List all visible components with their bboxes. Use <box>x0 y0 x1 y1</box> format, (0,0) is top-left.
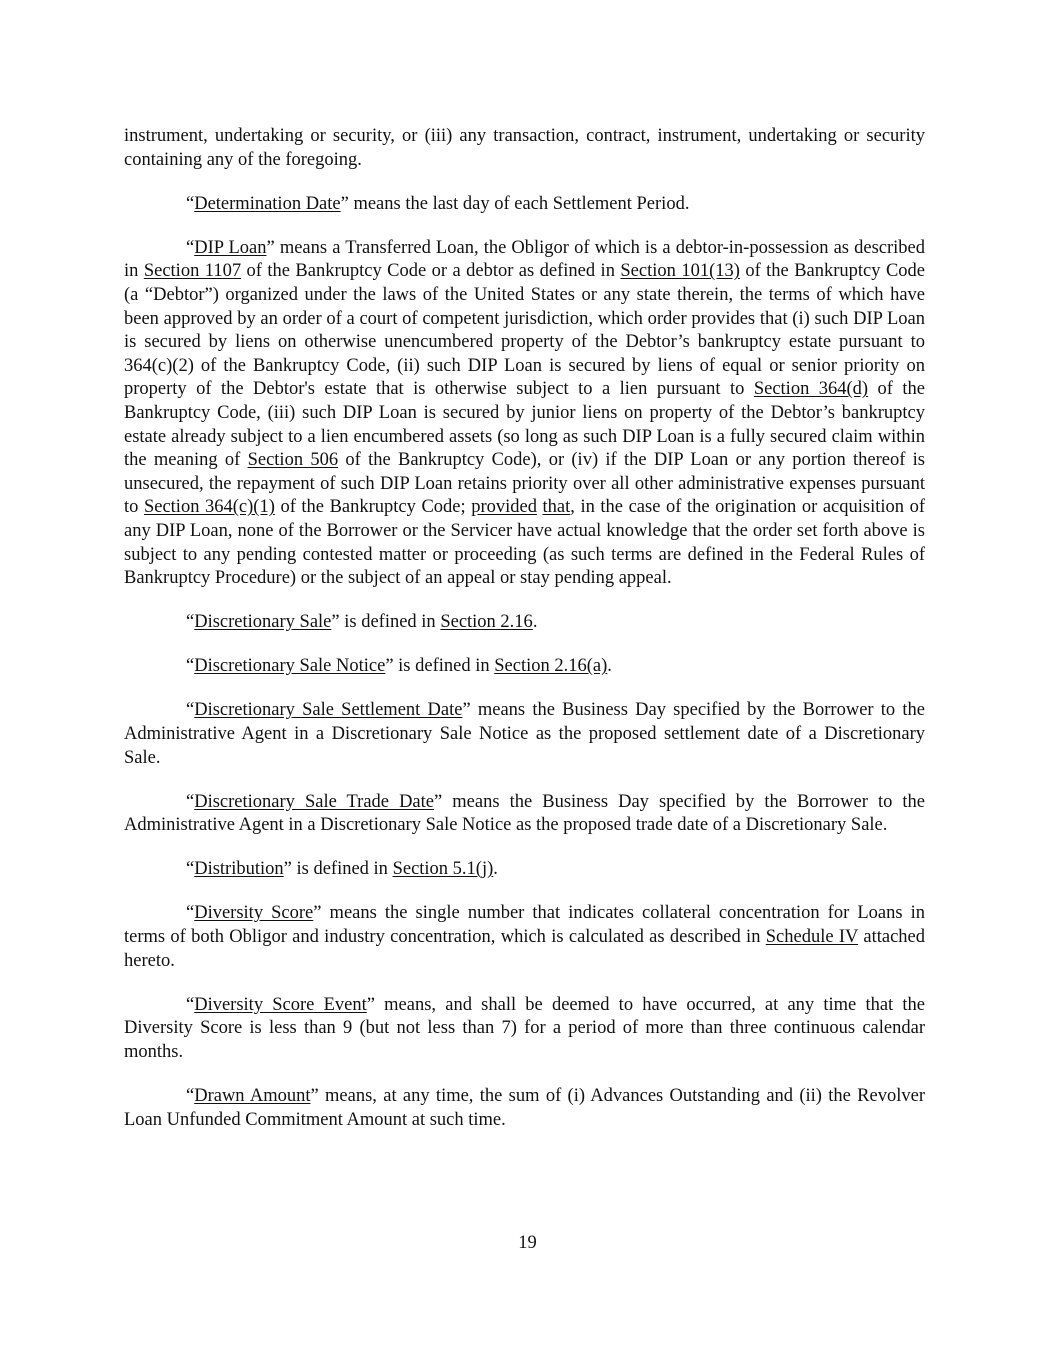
defined-term-or-reference: provided <box>471 497 537 518</box>
definition-diversity-score <box>124 902 925 973</box>
paragraph-text: . <box>493 859 498 880</box>
defined-term-or-reference: Schedule IV <box>765 927 859 948</box>
paragraph-text: “ <box>186 791 195 812</box>
paragraph-text: “ <box>186 237 195 258</box>
paragraph-text: ” means the last day of each Settlement Period. <box>340 193 690 214</box>
paragraph-text: ” means the Business Day specified by the Borrower to the Administrative Agent in a Discretionary Sale Notice as the proposed trade date of a Discretionary Sale. <box>124 791 925 836</box>
paragraph-text: “ <box>186 656 195 677</box>
paragraph-text: of the Bankruptcy Code; <box>274 497 472 518</box>
paragraph-text: ” is defined in <box>385 656 495 677</box>
defined-term-or-reference: Section 101(13) <box>620 261 740 282</box>
definition-distribution <box>124 858 925 882</box>
paragraph-text: ” means a Transferred Loan, the Obligor of which is a debtor-in-possession as described in <box>124 237 926 282</box>
defined-term-or-reference: Section 1107 <box>143 261 242 282</box>
defined-term-or-reference: Section 364(c)(1) <box>143 497 275 518</box>
paragraph-text: of the Bankruptcy Code, (iii) such DIP Loan is secured by junior liens on property of the Debtor’s bankruptcy estate already subject to a lien encumbered assets (so long as such DIP Loan is a fully secured claim within the meaning of <box>124 379 926 471</box>
paragraph-text: “ <box>186 612 195 633</box>
paragraph-text: “ <box>186 1086 195 1106</box>
definition-diversity-score-event <box>124 994 925 1065</box>
paragraph-text: ” means, at any time, the sum of (i) Advances Outstanding and (ii) the Revolver Loan Unfunded Commitment Amount at such time. <box>124 1086 925 1130</box>
paragraph-text: ” means the Business Day specified by the Borrower to the Administrative Agent in a Discretionary Sale Notice as the proposed settlement date of a Discretionary Sale. <box>124 700 925 768</box>
page-number: 19 <box>518 1233 537 1253</box>
paragraph-text: “ <box>186 700 195 721</box>
defined-term-or-reference: Section 2.16(a) <box>494 656 608 677</box>
definition-dip-loan <box>124 237 925 591</box>
paragraph-text: “ <box>186 903 195 924</box>
paragraph-text: of the Bankruptcy Code or a debtor as defined in <box>241 261 621 282</box>
paragraph-text: , in the case of the origination or acquisition of any DIP Loan, none of the Borrower or the Servicer have actual knowledge that the order set forth above is subject to any pending contested matter or proceeding (as such terms are defined in the Federal Rules of Bankruptcy Procedure) or the subject of an appeal or stay pending appeal. <box>124 497 925 589</box>
definition-p0 <box>124 125 925 172</box>
defined-term-or-reference: Drawn Amount <box>194 1086 311 1106</box>
definition-discretionary-sale <box>124 611 925 635</box>
definition-drawn-amount <box>124 1085 925 1132</box>
paragraph-text: ” is defined in <box>283 859 393 880</box>
defined-term-or-reference: Discretionary Sale <box>194 612 332 633</box>
paragraph-text: instrument, undertaking or security, or (iii) any transaction, contract, instrument, undertaking or security containing any of the foregoing. <box>124 126 925 170</box>
defined-term-or-reference: Diversity Score Event <box>194 994 367 1015</box>
paragraph-text: of the Bankruptcy Code), or (iv) if the DIP Loan or any portion thereof is unsecured, the repayment of such DIP Loan retains priority over all other administrative expenses pursuant to <box>124 450 925 518</box>
defined-term-or-reference: Diversity Score <box>194 903 314 924</box>
paragraph-text: ” means the single number that indicates collateral concentration for Loans in terms of both Obligor and industry concentration, which is calculated as described in <box>124 903 925 948</box>
paragraph-text: . <box>532 612 538 633</box>
defined-term-or-reference: Section 364(d) <box>753 379 869 400</box>
definition-discretionary-sale-notice <box>124 655 925 679</box>
definition-determination-date <box>124 193 925 217</box>
defined-term-or-reference: Section 5.1(j) <box>392 859 494 880</box>
paragraph-text: attached hereto. <box>124 927 926 971</box>
paragraph-text: “ <box>186 193 195 214</box>
defined-term-or-reference: Discretionary Sale Trade Date <box>194 791 434 812</box>
paragraph-text: ” is defined in <box>331 612 441 633</box>
paragraph-text: “ <box>186 994 195 1015</box>
paragraph-text: of the Bankruptcy Code (a “Debtor”) organized under the laws of the United States or any state therein, the terms of which have been approved by an order of a court of competent jurisdiction, which order provides that (i) such DIP Loan is secured by liens on otherwise unencumbered property of the Debtor’s bankruptcy estate pursuant to 364(c)(2) of the Bankruptcy Code, (ii) such DIP Loan is secured by liens of equal or senior priority on property of the Debtor's estate that is otherwise subject to a lien pursuant to <box>124 261 926 400</box>
definition-discretionary-sale-trade-date <box>124 791 925 838</box>
document-page <box>124 125 925 1153</box>
paragraph-text: ” means, and shall be deemed to have occurred, at any time that the Diversity Score is less than 9 (but not less than 7) for a period of more than three continuous calendar months. <box>124 994 925 1062</box>
defined-term-or-reference: Section 506 <box>247 450 339 471</box>
defined-term-or-reference: that <box>542 497 571 518</box>
paragraph-text: . <box>607 656 612 677</box>
defined-term-or-reference: Distribution <box>194 859 284 880</box>
defined-term-or-reference: DIP Loan <box>194 237 267 258</box>
definition-discretionary-sale-settlement-date <box>124 699 925 770</box>
defined-term-or-reference: Discretionary Sale Notice <box>194 656 386 677</box>
paragraph-text: “ <box>186 859 195 880</box>
defined-term-or-reference: Determination Date <box>194 193 341 214</box>
defined-term-or-reference: Discretionary Sale Settlement Date <box>194 700 463 721</box>
defined-term-or-reference: Section 2.16 <box>440 612 533 633</box>
